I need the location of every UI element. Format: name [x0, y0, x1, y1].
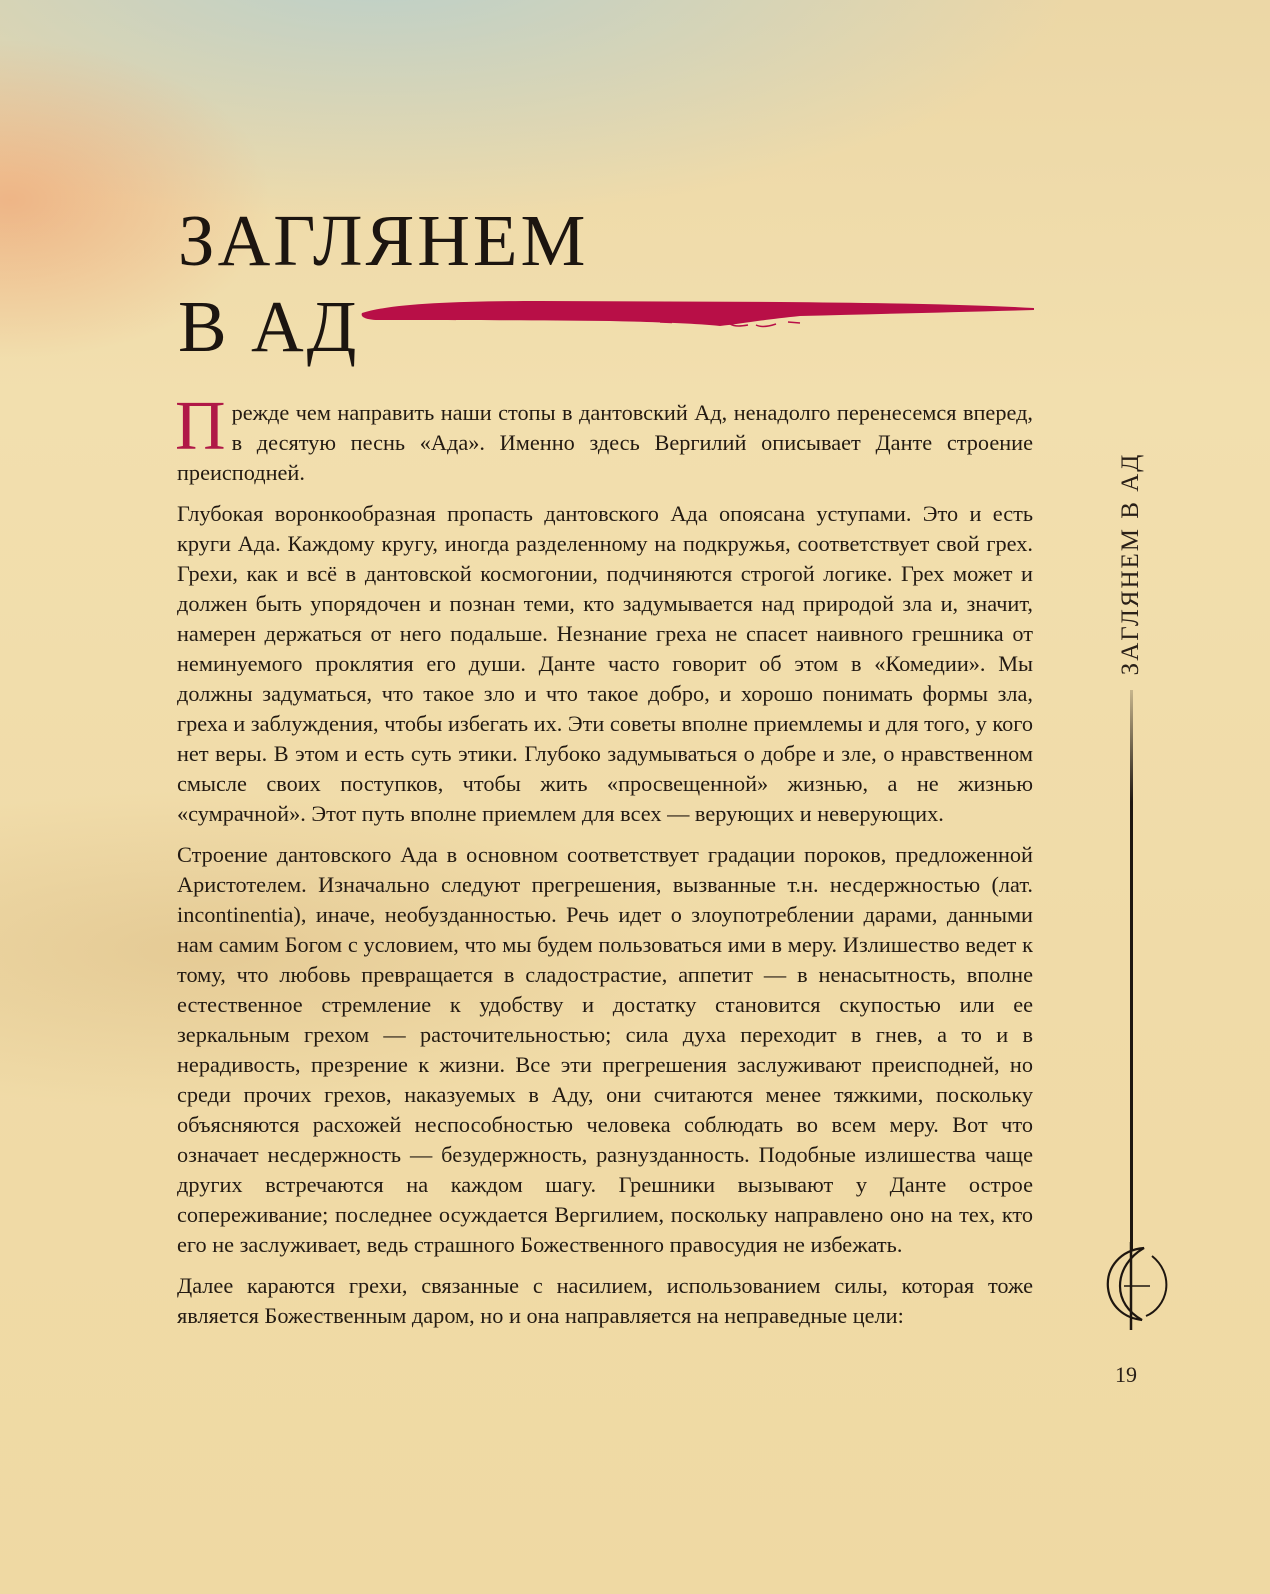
red-brush-stroke: [360, 296, 1036, 336]
paragraph-4: Далее караются грехи, связанные с насилием, использованием силы, которая тоже является Божественным даром, но и она направляется на неправедные цели:: [177, 1273, 1033, 1328]
drop-cap: П: [175, 388, 226, 465]
page-title: [178, 198, 588, 370]
page-number: 19: [1115, 1362, 1137, 1387]
paragraph-1: [175, 388, 1033, 488]
crescent-moon-icon: [1100, 1240, 1172, 1332]
paragraph-2: Глубокая воронкообразная пропасть дантовского Ада опоясана уступами. Это и есть круги Ада. Каждому кругу, иногда разделенному на подкружья, соответствует свой грех. Грехи, как и всё в дантовской космогонии, подчиняются строгой логике. Грех может и должен быть упорядочен и познан теми, кто задумывается над природой зла и, значит, намерен держаться от него подальше. Незнание греха не спасет наивного грешника от неминуемого проклятия его души. Данте часто говорит об этом в «Комедии». Мы должны задуматься, что такое зло и что такое добро, и хорошо понимать формы зла, греха и заблуждения, чтобы избегать их. Эти советы вполне приемлемы и для того, у кого нет веры. В этом и есть суть этики. Глубоко задумываться о добре и зле, о нравственном смысле своих поступков, чтобы жить «просвещенной» жизнью, а не жизнью «сумрачной». Этот путь вполне приемлем для всех — верующих и неверующих.: [177, 501, 1033, 826]
body-text: [175, 388, 1033, 1342]
vertical-rule: [1130, 690, 1133, 1250]
running-title-text: ЗАГЛЯНЕМ В АД: [1117, 452, 1144, 676]
title-line-1: ЗАГЛЯНЕМ: [178, 200, 589, 281]
paragraph-1-text: режде чем направить наши стопы в дантовский Ад, ненадолго перенесемся вперед, в десятую песнь «Ада». Именно здесь Вергилий описывает Данте строение преисподней.: [177, 400, 1033, 485]
title-line-2: В АД: [178, 286, 360, 367]
running-title: [1111, 451, 1151, 677]
paragraph-3: Строение дантовского Ада в основном соответствует градации пороков, предложенной Аристотелем. Изначально следуют прегрешения, вызванные т.н. несдержностью (лат. incontinentia), иначе, необузданностью. Речь идет о злоупотреблении дарами, данными нам самим Богом с условием, что мы будем пользоваться ими в меру. Излишество ведет к тому, что любовь превращается в сладострастие, аппетит — в ненасытность, вполне естественное стремление к удобству и достатку становится скупостью или ее зеркальным грехом — расточительностью; сила духа переходит в гнев, а то и в нерадивость, презрение к жизни. Все эти прегрешения заслуживают преисподней, но среди прочих грехов, наказуемых в Аду, они считаются менее тяжкими, поскольку объясняются расхожей неспособностью человека соблюдать во всем меру. Вот что означает несдержность — безудержность, разнузданность. Подобные излишества чаще других встречаются на каждом шагу. Грешники вызывают у Данте острое сопереживание; последнее осуждается Вергилием, поскольку направлено оно на тех, кто его не заслуживает, ведь страшного Божественного правосудия не избежать.: [177, 842, 1033, 1257]
